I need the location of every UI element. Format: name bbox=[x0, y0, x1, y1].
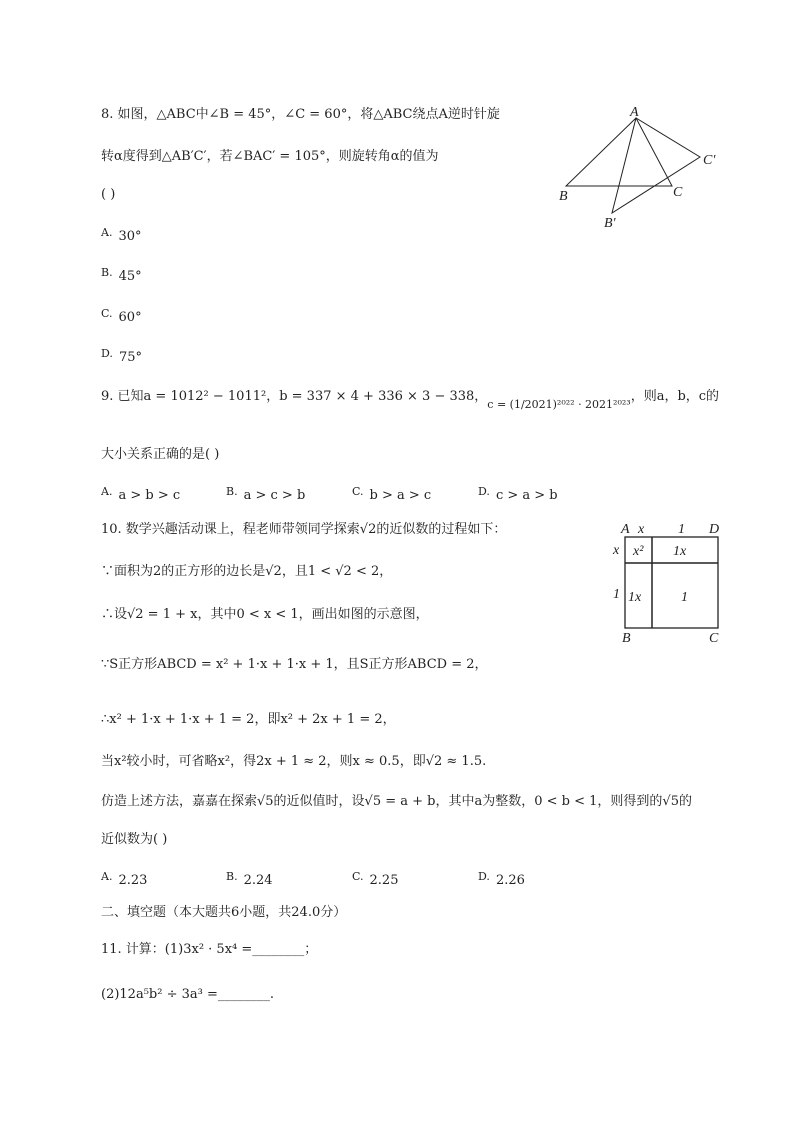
q11-line1: 11. 计算：(1)3x² · 5x⁴ =________； bbox=[101, 942, 318, 957]
q9-stem-line1 bbox=[101, 388, 719, 414]
q8-option-b[interactable] bbox=[101, 264, 142, 286]
q10-option-d[interactable] bbox=[478, 868, 525, 890]
option-key: C. bbox=[352, 485, 364, 498]
q8-option-a[interactable] bbox=[101, 224, 142, 246]
q8-triangle-figure bbox=[550, 100, 740, 235]
q9-option-a[interactable] bbox=[101, 483, 180, 505]
label-1x-left: 1x bbox=[628, 590, 642, 605]
label-d: D bbox=[709, 522, 720, 537]
option-text: 2.23 bbox=[118, 873, 148, 888]
triangle-abc bbox=[566, 118, 672, 186]
q9-option-b[interactable] bbox=[226, 483, 305, 505]
q10-line: ∵S正方形ABCD = x² + 1·x + 1·x + 1，且S正方形ABCD = 2， bbox=[101, 657, 488, 672]
label-c: C bbox=[709, 631, 719, 646]
label-1: 1 bbox=[681, 590, 688, 605]
label-left-x: x bbox=[613, 543, 620, 558]
option-text: a > c > b bbox=[243, 488, 306, 503]
q10-line: 当x²较小时，可省略x²，得2x + 1 ≈ 2，则x ≈ 0.5，即√2 ≈ 1.5. bbox=[101, 754, 487, 769]
label-b-prime: B′ bbox=[604, 216, 616, 231]
label-a: A bbox=[621, 522, 630, 537]
option-key: A. bbox=[101, 226, 113, 239]
q10-line: 近似数为( ) bbox=[101, 832, 168, 847]
q8-answer-blank: ( ) bbox=[101, 187, 116, 202]
option-key: D. bbox=[101, 347, 113, 360]
q10-line: ∴设√2 = 1 + x，其中0 < x < 1，画出如图的示意图， bbox=[101, 607, 429, 622]
section-heading: 二、填空题（本大题共6小题，共24.0分） bbox=[101, 905, 347, 920]
label-top-x: x bbox=[638, 522, 645, 537]
label-c: C bbox=[673, 185, 683, 200]
q10-line: 10. 数学兴趣活动课上，程老师带领同学探索√2的近似数的过程如下： bbox=[101, 522, 507, 537]
q9-option-c[interactable] bbox=[352, 483, 431, 505]
q10-line: ∵面积为2的正方形的边长是√2，且1 < √2 < 2， bbox=[101, 564, 393, 579]
q8-option-c[interactable] bbox=[101, 305, 142, 327]
option-key: D. bbox=[478, 870, 490, 883]
label-b: B bbox=[559, 189, 568, 204]
option-key: A. bbox=[101, 485, 113, 498]
q11-line2: (2)12a⁵b² ÷ 3a³ =________. bbox=[101, 987, 274, 1002]
q8-option-d[interactable] bbox=[101, 345, 142, 367]
q10-option-b[interactable] bbox=[226, 868, 273, 890]
option-key: C. bbox=[352, 870, 364, 883]
q10-option-c[interactable] bbox=[352, 868, 398, 890]
option-text: 75° bbox=[118, 350, 142, 365]
triangle-ab2c2 bbox=[612, 118, 700, 213]
label-top-1: 1 bbox=[678, 522, 685, 537]
q9-option-d[interactable] bbox=[478, 483, 558, 505]
option-key: A. bbox=[101, 870, 113, 883]
option-key: B. bbox=[226, 870, 238, 883]
option-text: 2.24 bbox=[243, 873, 273, 888]
label-a: A bbox=[630, 105, 639, 120]
q10-square-figure bbox=[605, 518, 730, 646]
option-text: c > a > b bbox=[495, 488, 558, 503]
option-text: 2.26 bbox=[495, 873, 525, 888]
label-c-prime: C′ bbox=[703, 153, 716, 168]
q10-line: 仿造上述方法，嘉嘉在探索√5的近似值时，设√5 = a + b，其中a为整数，0 < b < 1，则得到的√5的 bbox=[101, 794, 692, 809]
q8-stem-line2: 转α度得到△AB′C′，若∠BAC′ = 105°，则旋转角α的值为 bbox=[101, 149, 439, 164]
option-key: C. bbox=[101, 307, 113, 320]
q10-line: ∴x² + 1·x + 1·x + 1 = 2，即x² + 2x + 1 = 2， bbox=[101, 712, 396, 727]
option-text: 2.25 bbox=[369, 873, 399, 888]
q9-c-def: c = (1/2021)²⁰²² · 2021²⁰²³ bbox=[487, 398, 631, 411]
option-text: 30° bbox=[118, 229, 142, 244]
option-key: B. bbox=[226, 485, 238, 498]
q9-ask: ，则a，b，c的 bbox=[630, 389, 720, 404]
option-text: 60° bbox=[118, 310, 142, 325]
option-text: a > b > c bbox=[118, 488, 181, 503]
q8-stem-line1: 8. 如图，△ABC中∠B = 45°，∠C = 60°，将△ABC绕点A逆时针旋 bbox=[101, 107, 500, 122]
q9-a-b-defs: 9. 已知a = 1012² − 1011²，b = 337 × 4 + 336 × 3 − 338， bbox=[101, 389, 488, 404]
q9-stem-line2: 大小关系正确的是( ) bbox=[101, 447, 220, 462]
label-left-1: 1 bbox=[613, 587, 620, 602]
option-key: B. bbox=[101, 266, 113, 279]
label-x-squared: x² bbox=[633, 544, 644, 559]
option-key: D. bbox=[478, 485, 490, 498]
label-b: B bbox=[622, 631, 631, 646]
label-1x-top: 1x bbox=[673, 544, 687, 559]
option-text: 45° bbox=[118, 269, 142, 284]
q10-option-a[interactable] bbox=[101, 868, 147, 890]
option-text: b > a > c bbox=[369, 488, 432, 503]
